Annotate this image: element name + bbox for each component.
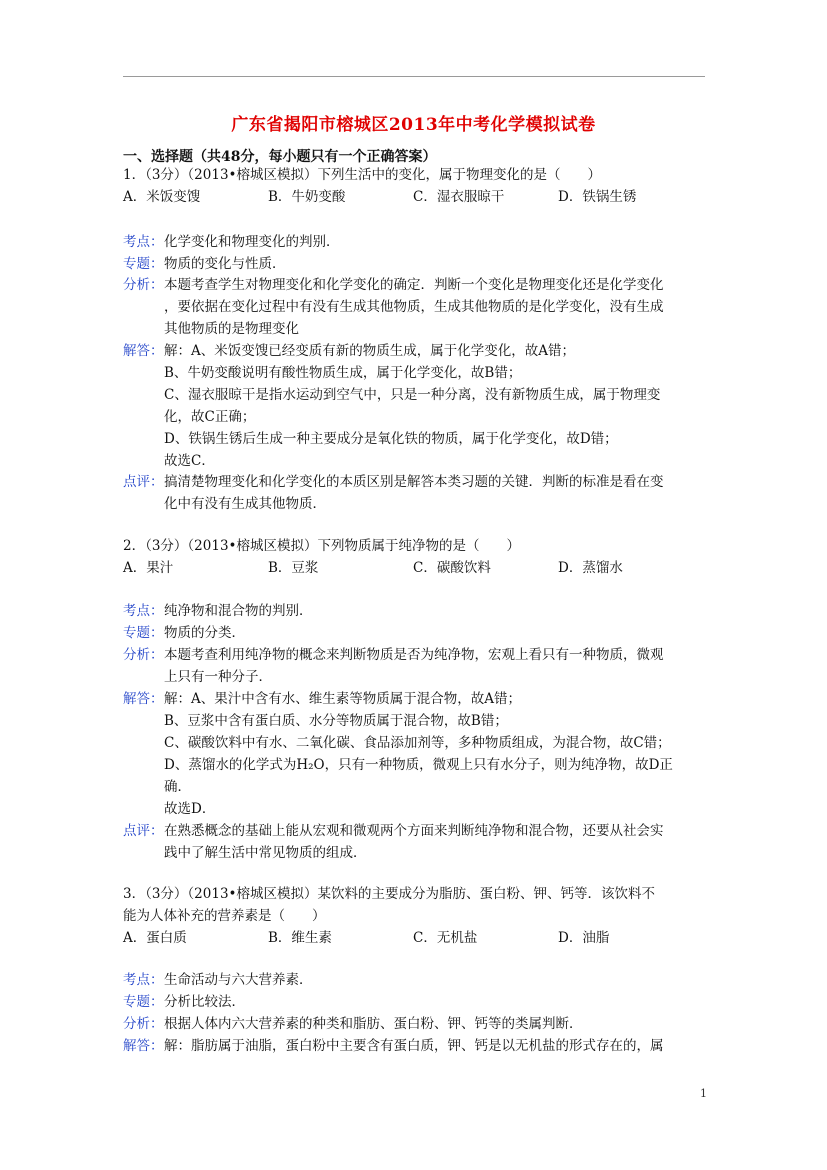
q2-jieda-line: 确． xyxy=(164,779,191,795)
q1-option-b: B．牛奶变酸 xyxy=(268,189,346,205)
q1-kaodian-label: 考点： xyxy=(123,234,164,250)
q3-kaodian-label: 考点： xyxy=(123,972,164,988)
q2-jieda-line: 解：A、果汁中含有水、维生素等物质属于混合物，故A错； xyxy=(164,691,521,707)
q2-jieda-line: B、豆浆中含有蛋白质、水分等物质属于混合物，故B错； xyxy=(164,713,508,729)
q2-fenxi-line: 上只有一种分子． xyxy=(164,669,272,685)
q1-jieda-line: 故选C． xyxy=(164,453,215,469)
q2-zhuanti: 物质的分类． xyxy=(164,625,245,641)
q2-option-b: B．豆浆 xyxy=(268,560,319,576)
q3-fenxi: 根据人体内六大营养素的种类和脂肪、蛋白粉、钾、钙等的类属判断． xyxy=(164,1016,583,1032)
q2-stem: 2．（3分）（2013•榕城区模拟）下列物质属于纯净物的是（ ） xyxy=(123,538,520,554)
q3-stem-line: 能为人体补充的营养素是（ ） xyxy=(123,908,326,924)
q2-dianping-label: 点评： xyxy=(123,823,164,839)
q3-option-a: A．蛋白质 xyxy=(123,930,187,946)
q1-jieda-line: 解：A、米饭变馊已经变质有新的物质生成，属于化学变化，故A错； xyxy=(164,343,575,359)
q1-jieda-line: C、湿衣服晾干是指水运动到空气中，只是一种分离，没有新物质生成，属于物理变 xyxy=(164,387,661,403)
q2-jieda-line: D、蒸馏水的化学式为H₂O，只有一种物质，微观上只有水分子，则为纯净物，故D正 xyxy=(164,757,673,773)
q2-fenxi-label: 分析： xyxy=(123,647,164,663)
q3-option-d: D．油脂 xyxy=(558,930,610,946)
q1-dianping-line: 化中有没有生成其他物质． xyxy=(164,496,326,512)
q2-jieda-line: C、碳酸饮料中有水、二氧化碳、食品添加剂等，多种物质组成，为混合物，故C错； xyxy=(164,735,671,751)
q1-jieda-line: 化，故C正确； xyxy=(164,409,256,425)
q1-option-d: D．铁锅生锈 xyxy=(558,189,637,205)
q1-option-a: A．米饭变馊 xyxy=(123,189,201,205)
q2-kaodian-label: 考点： xyxy=(123,603,164,619)
q1-dianping-line: 搞清楚物理变化和化学变化的本质区别是解答本类习题的关键．判断的标准是看在变 xyxy=(164,474,664,490)
q1-jieda-line: B、牛奶变酸说明有酸性物质生成，属于化学变化，故B错； xyxy=(164,365,522,381)
q2-option-a: A．果汁 xyxy=(123,560,174,576)
q2-dianping-line: 践中了解生活中常见物质的组成． xyxy=(164,845,367,861)
q2-option-d: D．蒸馏水 xyxy=(558,560,623,576)
q2-option-c: C．碳酸饮料 xyxy=(413,560,491,576)
q3-zhuanti: 分析比较法． xyxy=(164,994,245,1010)
q3-zhuanti-label: 专题： xyxy=(123,994,164,1010)
q3-fenxi-label: 分析： xyxy=(123,1016,164,1032)
q1-jieda-line: D、铁锅生锈后生成一种主要成分是氧化铁的物质，属于化学变化，故D错； xyxy=(164,431,618,447)
section-heading: 一、选择题（共48分，每小题只有一个正确答案） xyxy=(123,149,437,165)
page-number: 1 xyxy=(700,1087,707,1100)
q1-jieda-label: 解答： xyxy=(123,343,164,359)
q1-option-c: C．湿衣服晾干 xyxy=(413,189,505,205)
q2-dianping-line: 在熟悉概念的基础上能从宏观和微观两个方面来判断纯净物和混合物，还要从社会实 xyxy=(164,823,664,839)
q2-jieda-label: 解答： xyxy=(123,691,164,707)
q3-jieda-line: 解：脂肪属于油脂，蛋白粉中主要含有蛋白质，钾、钙是以无机盐的形式存在的，属 xyxy=(164,1038,664,1054)
q1-dianping-label: 点评： xyxy=(123,474,164,490)
q3-option-c: C．无机盐 xyxy=(413,930,478,946)
q1-fenxi-line: 本题考查学生对物理变化和化学变化的确定．判断一个变化是物理变化还是化学变化 xyxy=(164,277,664,293)
q1-zhuanti-label: 专题： xyxy=(123,256,164,272)
q3-kaodian: 生命活动与六大营养素． xyxy=(164,972,313,988)
q1-zhuanti: 物质的变化与性质． xyxy=(164,256,286,272)
header-rule xyxy=(123,76,705,77)
q3-option-b: B．维生素 xyxy=(268,930,332,946)
q1-kaodian: 化学变化和物理变化的判别． xyxy=(164,234,340,250)
q1-stem: 1．（3分）（2013•榕城区模拟）下列生活中的变化，属于物理变化的是（ ） xyxy=(123,167,601,183)
q3-stem-line: 3．（3分）（2013•榕城区模拟）某饮料的主要成分为脂肪、蛋白粉、钾、钙等．该饮料不 xyxy=(123,886,655,902)
q1-fenxi-line: 其他物质的是物理变化 xyxy=(164,321,299,337)
page-title: 广东省揭阳市榕城区2013年中考化学模拟试卷 xyxy=(231,115,596,135)
q2-jieda-line: 故选D． xyxy=(164,801,216,817)
q2-fenxi-line: 本题考查利用纯净物的概念来判断物质是否为纯净物，宏观上看只有一种物质，微观 xyxy=(164,647,664,663)
q2-kaodian: 纯净物和混合物的判别． xyxy=(164,603,313,619)
q3-jieda-label: 解答： xyxy=(123,1038,164,1054)
q1-fenxi-label: 分析： xyxy=(123,277,164,293)
q1-fenxi-line: ，要依据在变化过程中有没有生成其他物质，生成其他物质的是化学变化，没有生成 xyxy=(164,299,664,315)
q2-zhuanti-label: 专题： xyxy=(123,625,164,641)
